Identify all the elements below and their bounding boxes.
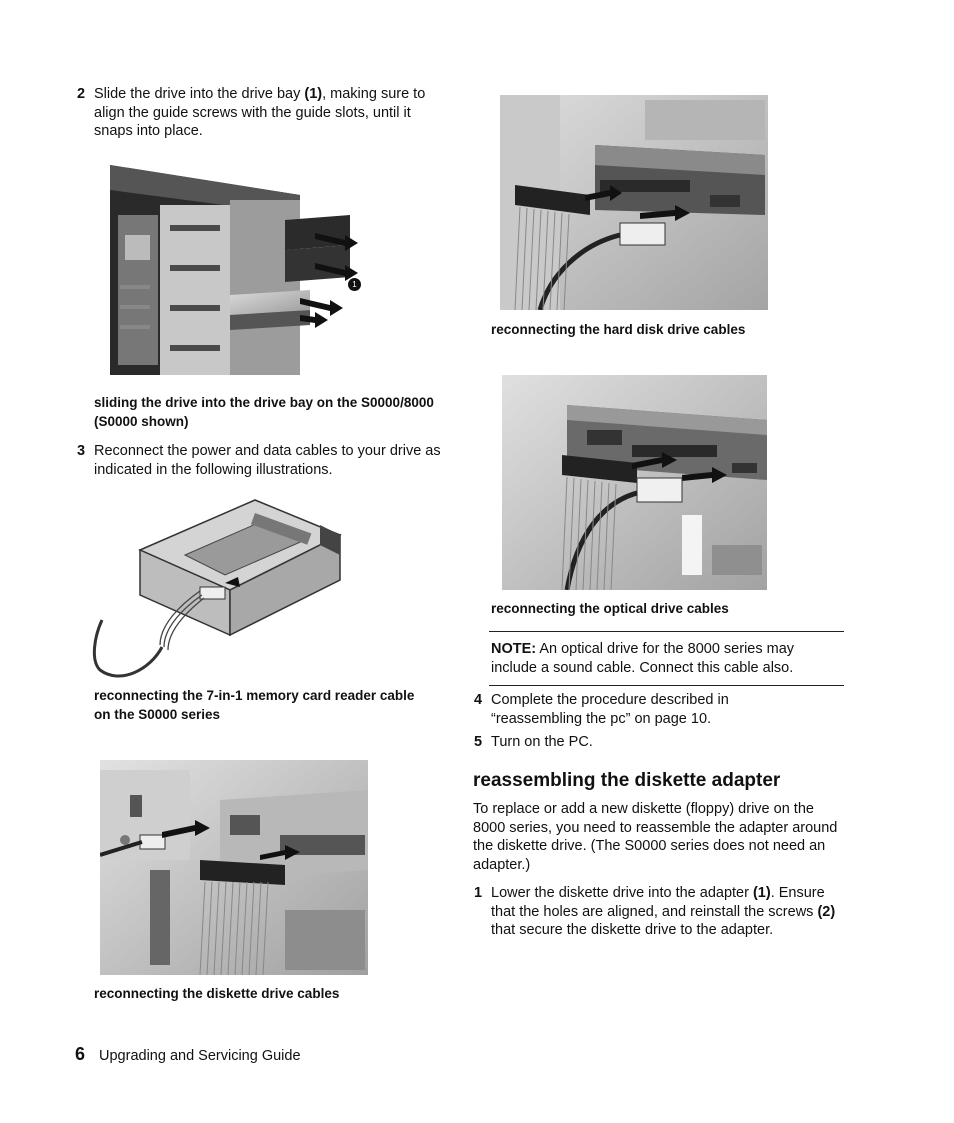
drive-bay-illustration bbox=[100, 155, 365, 385]
step-number: 4 bbox=[474, 692, 483, 708]
note-bottom-rule bbox=[489, 685, 844, 686]
step-text-cont: . Ensure that the holes are aligned, and reinstall the screws bbox=[491, 885, 825, 920]
figure-caption: sliding the drive into the drive bay on the S0000/8000 (S0000 shown) bbox=[94, 395, 434, 429]
step-text: Lower the diskette drive into the adapter bbox=[491, 885, 753, 901]
footer-title: Upgrading and Servicing Guide bbox=[99, 1048, 301, 1064]
note-label: NOTE: bbox=[491, 641, 537, 657]
step-5 bbox=[474, 733, 821, 752]
callout-label: 1 bbox=[352, 280, 357, 289]
step-number: 3 bbox=[77, 443, 86, 459]
step-4 bbox=[474, 691, 821, 728]
note-top-rule bbox=[489, 631, 844, 632]
step-number: 2 bbox=[77, 86, 86, 102]
figure-caption: reconnecting the hard disk drive cables bbox=[491, 322, 746, 337]
section-paragraph: To replace or add a new diskette (floppy) drive on the 8000 series, you need to reassemble the adapter around the diskette drive. (The S0000 series does not need an adapter.) bbox=[473, 801, 838, 873]
callout-ref-1: (1) bbox=[752, 885, 771, 901]
callout-ref-2: (2) bbox=[817, 903, 836, 920]
note-text: An optical drive for the 8000 series may include a sound cable. Connect this cable also. bbox=[491, 641, 795, 676]
diskette-cable-illustration bbox=[100, 760, 368, 975]
hard-disk-cable-illustration bbox=[500, 95, 768, 310]
step-text: Slide the drive into the drive bay bbox=[94, 86, 305, 102]
callout-1 bbox=[348, 278, 361, 291]
figure-caption: reconnecting the optical drive cables bbox=[491, 601, 729, 616]
step-text: Complete the procedure described in “reassembling the pc” on page 10. bbox=[491, 692, 729, 727]
optical-cable-illustration bbox=[502, 375, 767, 590]
figure-caption: reconnecting the diskette drive cables bbox=[94, 986, 340, 1001]
step-number: 5 bbox=[474, 734, 483, 750]
step-text-end: that secure the diskette drive to the adapter. bbox=[491, 922, 774, 938]
section-step-1 bbox=[474, 884, 846, 940]
step-number: 1 bbox=[474, 885, 483, 901]
callout-ref: (1) bbox=[304, 86, 323, 102]
step-2 bbox=[77, 85, 444, 141]
note bbox=[491, 640, 836, 677]
step-text: Reconnect the power and data cables to your drive as indicated in the following illustrations. bbox=[94, 443, 441, 478]
section-heading: reassembling the diskette adapter bbox=[473, 770, 781, 791]
step-text: Turn on the PC. bbox=[491, 734, 593, 750]
page-footer bbox=[75, 1044, 475, 1065]
step-text-cont: , making sure to align the guide screws with the guide slots, until it snaps into place. bbox=[94, 86, 426, 139]
page-number: 6 bbox=[75, 1044, 86, 1064]
card-reader-illustration bbox=[90, 495, 350, 685]
figure-caption: reconnecting the 7-in-1 memory card reader cable on the S0000 series bbox=[94, 688, 415, 722]
step-3 bbox=[77, 442, 444, 479]
